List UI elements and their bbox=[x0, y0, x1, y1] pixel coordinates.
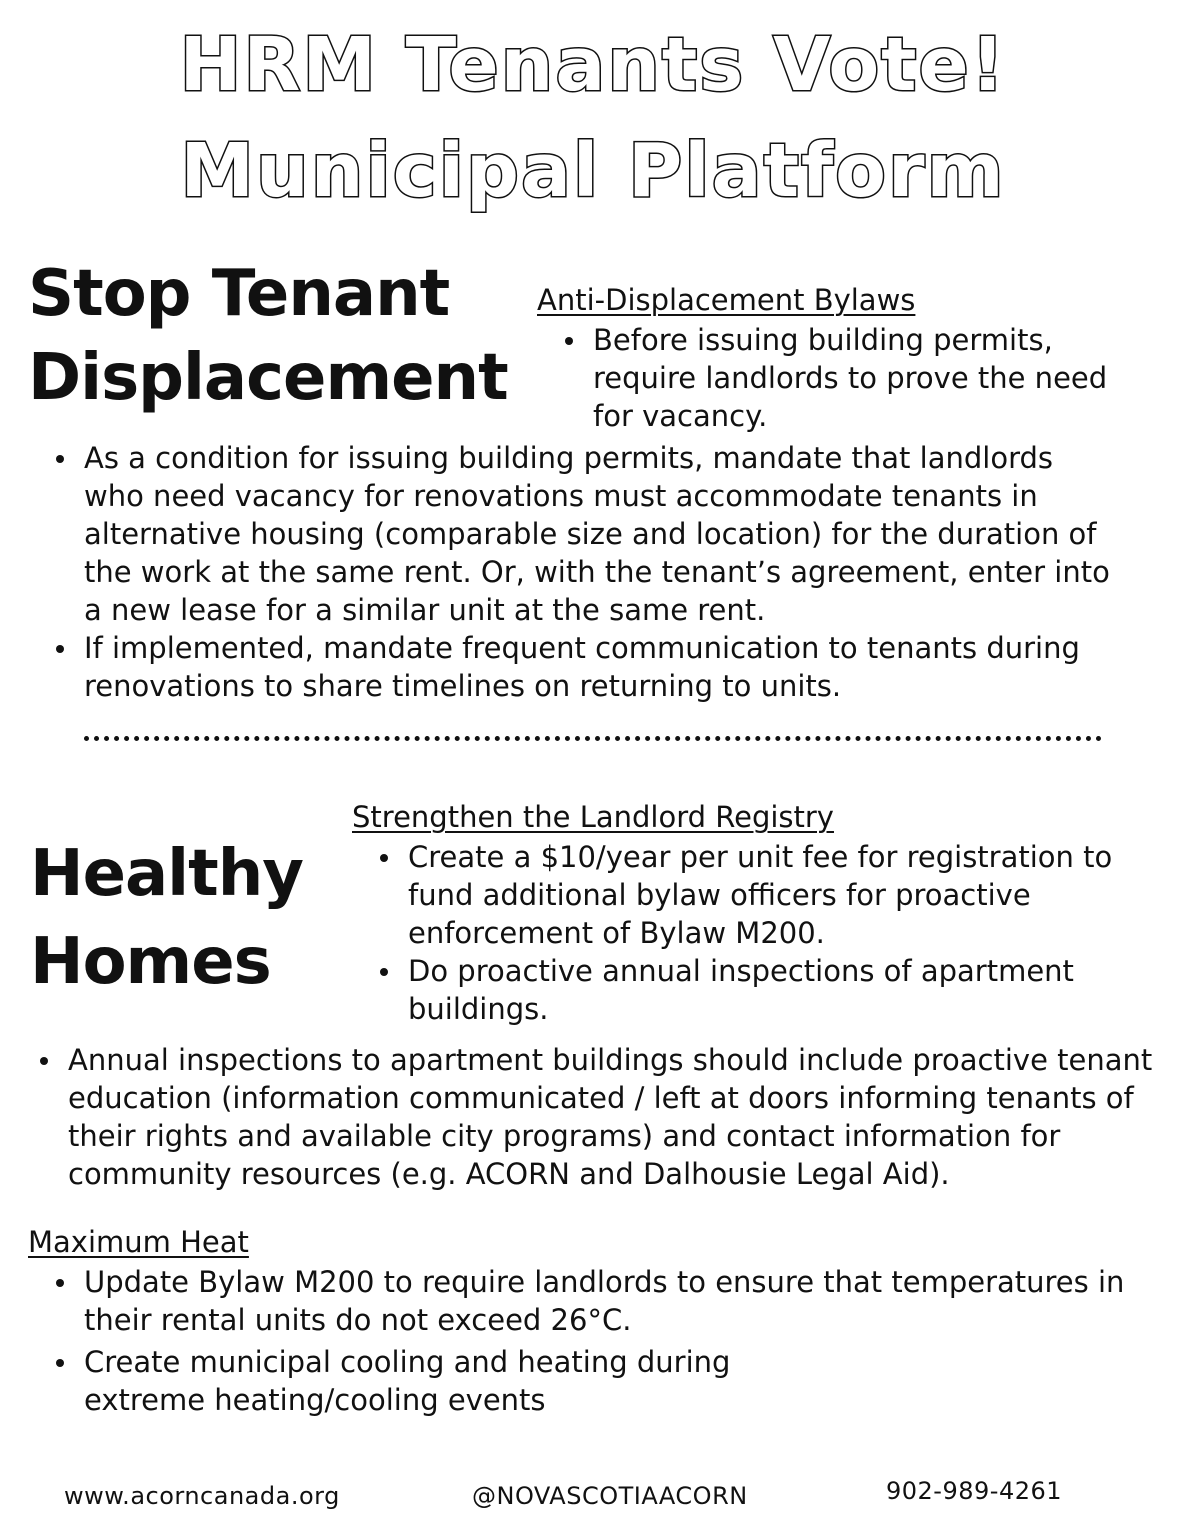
section-heading-healthy: Healthy bbox=[30, 837, 303, 911]
landlord-registry-list bbox=[376, 838, 1146, 1028]
footer-social-handle[interactable]: @NOVASCOTIAACORN bbox=[472, 1482, 748, 1510]
list-item: Update Bylaw M200 to require landlords to ensure that temperatures in their rental units do not exceed 26°C. bbox=[52, 1263, 1182, 1339]
section-heading-homes: Homes bbox=[30, 925, 271, 999]
list-item: Before issuing building permits, require landlords to prove the need for vacancy. bbox=[561, 321, 1131, 435]
subheading-anti-displacement: Anti-Displacement Bylaws bbox=[537, 283, 916, 317]
maximum-heat-list bbox=[52, 1263, 1182, 1423]
list-item: Create a $10/year per unit fee for registration to fund additional bylaw officers for proactive enforcement of Bylaw M200. bbox=[376, 838, 1146, 952]
anti-displacement-list bbox=[561, 321, 1131, 435]
page-title-line-1: HRM Tenants Vote! bbox=[179, 22, 1007, 108]
subheading-landlord-registry: Strengthen the Landlord Registry bbox=[352, 800, 834, 834]
list-item: Annual inspections to apartment buildings should include proactive tenant education (information communicated / left at doors informing tenants of their rights and available city programs) and contact information for community resources (e.g. ACORN and Dalhousie Legal Aid). bbox=[36, 1041, 1182, 1193]
list-item: Create municipal cooling and heating during extreme heating/cooling events bbox=[52, 1343, 774, 1419]
list-item: As a condition for issuing building permits, mandate that landlords who need vacancy for renovations must accommodate tenants in alternative housing (comparable size and location) for the duration of the work at the same rent. Or, with the tenant’s agreement, enter into a new lease for a similar unit at the same rent. bbox=[52, 439, 1122, 629]
displacement-bullets bbox=[52, 439, 1122, 705]
page-title-line-2: Municipal Platform bbox=[180, 128, 1006, 214]
list-item: Do proactive annual inspections of apartment buildings. bbox=[376, 952, 1146, 1028]
footer-phone[interactable]: 902-989-4261 bbox=[886, 1477, 1063, 1505]
list-item: If implemented, mandate frequent communication to tenants during renovations to share timelines on returning to units. bbox=[52, 629, 1122, 705]
subheading-maximum-heat: Maximum Heat bbox=[28, 1225, 249, 1259]
dotted-divider bbox=[84, 736, 1102, 741]
footer-website[interactable]: www.acorncanada.org bbox=[64, 1482, 340, 1510]
inspection-bullets bbox=[36, 1041, 1182, 1193]
section-heading-stop-tenant: Stop Tenant bbox=[28, 257, 450, 331]
section-heading-displacement: Displacement bbox=[28, 341, 508, 415]
